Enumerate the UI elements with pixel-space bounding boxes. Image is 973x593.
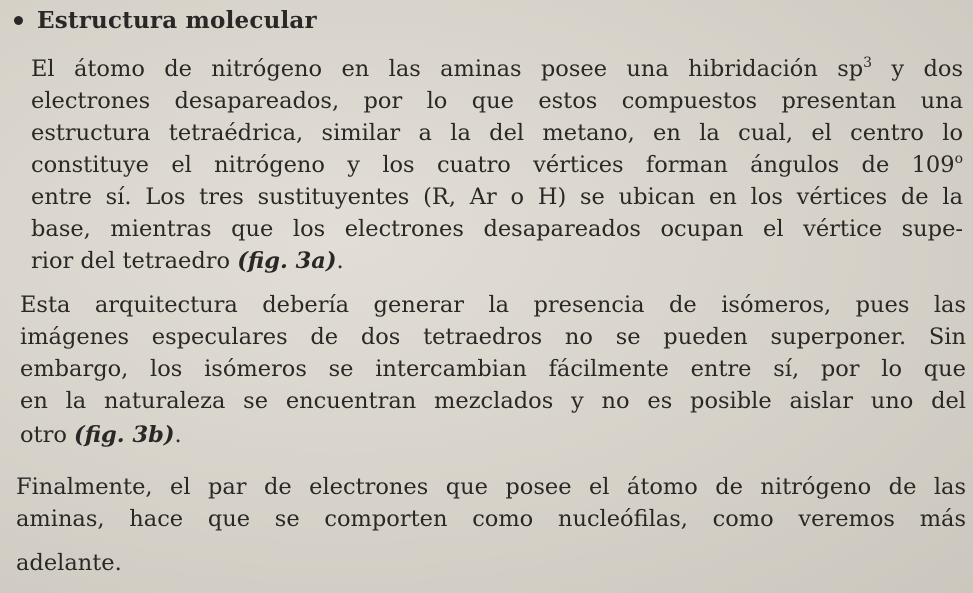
figure-reference: (fig. 3b) — [74, 422, 175, 448]
paragraph-1-line-1: El átomo de nitrógeno en las aminas posee una hibridación $sp^3$ y dos — [31, 55, 963, 82]
paragraph-1-line-2: electrones desapareados, por lo que estos compuestos presentan una — [31, 88, 963, 114]
paragraph-3-line-1: Finalmente, el par de electrones que posee el átomo de nitrógeno de las — [16, 474, 966, 500]
paragraph-2-line-2: imágenes especulares de dos tetraedros no se pueden superponer. Sin — [20, 324, 966, 350]
section-heading-text: Estructura molecular — [37, 6, 317, 34]
paragraph-1-line-7: rior del tetraedro (fig. 3a). — [31, 248, 344, 274]
paragraph-2-line-4: en la naturaleza se encuentran mezclados y no es posible aislar uno del — [20, 388, 966, 414]
paragraph-1-line-5: entre sí. Los tres sustituyentes (R, Ar o H) se ubican en los vértices de la — [31, 184, 963, 210]
paragraph-2-line-3: embargo, los isómeros se intercambian fácilmente entre sí, por lo que — [20, 356, 966, 382]
figure-reference: (fig. 3a) — [237, 248, 337, 274]
paragraph-3-line-3: adelante. — [16, 550, 122, 576]
paragraph-2-line-1: Esta arquitectura debería generar la presencia de isómeros, pues las — [20, 292, 966, 318]
paragraph-1-line-3: estructura tetraédrica, similar a la del metano, en la cual, el centro lo — [31, 120, 963, 146]
bullet-icon — [14, 16, 23, 25]
section-heading — [6, 2, 317, 38]
paragraph-3-line-2: aminas, hace que se comporten como nucleófilas, como veremos más — [16, 506, 966, 532]
paragraph-2-line-5: otro (fig. 3b). — [20, 422, 182, 448]
paragraph-1-line-4: constituye el nitrógeno y los cuatro vértices forman ángulos de 109$^o$ — [31, 151, 963, 178]
paragraph-1-line-6: base, mientras que los electrones desapareados ocupan el vértice supe- — [31, 216, 963, 242]
